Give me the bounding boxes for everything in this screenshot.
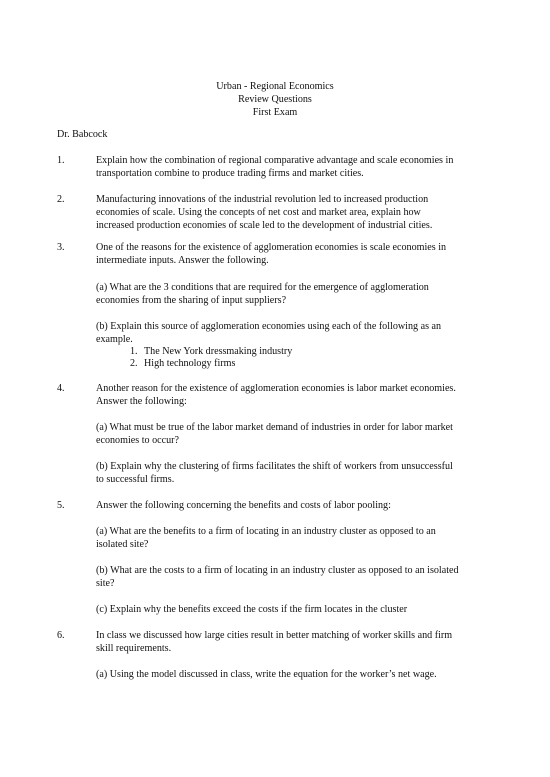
exam-line: First Exam xyxy=(252,107,298,118)
text-line: to successful firms. xyxy=(96,474,175,485)
author: Dr. Babcock xyxy=(57,129,108,140)
question-number: 3. xyxy=(57,242,65,253)
text-line: Explain how the combination of regional comparative advantage and scale economies in xyxy=(96,155,454,166)
question-4-part-a xyxy=(96,421,496,447)
text-line: Answer the following: xyxy=(96,396,187,407)
text-line: Answer the following concerning the benefits and costs of labor pooling: xyxy=(96,500,391,511)
question-3-part-a xyxy=(96,281,496,307)
question-text xyxy=(96,154,536,180)
list-number: 1. xyxy=(130,346,138,357)
question-number: 6. xyxy=(57,630,65,641)
text-line: (a) What are the 3 conditions that are required for the emergence of agglomeration xyxy=(96,282,429,293)
text-line: economies to occur? xyxy=(96,435,179,446)
text-line: Manufacturing innovations of the industrial revolution led to increased production xyxy=(96,194,429,205)
title-line: Urban - Regional Economics xyxy=(216,81,334,92)
question-text xyxy=(96,629,536,655)
text-line: isolated site? xyxy=(96,539,149,550)
text-line: (b) Explain this source of agglomeration economies using each of the following as an xyxy=(96,321,442,332)
text-line: Another reason for the existence of agglomeration economies is labor market economies. xyxy=(96,383,456,394)
question-number: 5. xyxy=(57,500,65,511)
text-line: intermediate inputs. Answer the following. xyxy=(96,255,269,266)
list-text: High technology firms xyxy=(144,358,236,369)
question-5-part-a xyxy=(96,525,496,551)
document-title xyxy=(0,80,550,119)
text-line: One of the reasons for the existence of agglomeration economies is scale economies in xyxy=(96,242,447,253)
list-text: The New York dressmaking industry xyxy=(144,346,293,357)
text-line: economies of scale. Using the concepts of net cost and market area, explain how xyxy=(96,207,421,218)
text-line: (a) What must be true of the labor market demand of industries in order for labor market xyxy=(96,422,453,433)
question-text xyxy=(96,382,536,408)
text-line: In class we discussed how large cities result in better matching of worker skills and firm xyxy=(96,630,453,641)
text-line: (b) Explain why the clustering of firms facilitates the shift of workers from unsuccessful xyxy=(96,461,453,472)
question-number: 1. xyxy=(57,155,65,166)
question-text xyxy=(96,241,536,267)
question-6-part-a xyxy=(96,668,496,681)
text-line: skill requirements. xyxy=(96,643,172,654)
text-line: (a) What are the benefits to a firm of locating in an industry cluster as opposed to an xyxy=(96,526,436,537)
question-5-part-b xyxy=(96,564,496,590)
text-line: example. xyxy=(96,334,133,345)
list-item xyxy=(130,357,235,370)
question-4-part-b xyxy=(96,460,496,486)
text-line: increased production economies of scale led to the development of industrial cities. xyxy=(96,220,433,231)
text-line: (c) Explain why the benefits exceed the costs if the firm locates in the cluster xyxy=(96,604,408,615)
text-line: (b) What are the costs to a firm of locating in an industry cluster as opposed to an isolated xyxy=(96,565,459,576)
question-5-part-c xyxy=(96,603,496,616)
text-line: (a) Using the model discussed in class, write the equation for the worker’s net wage. xyxy=(96,669,437,680)
text-line: transportation combine to produce trading firms and market cities. xyxy=(96,168,364,179)
question-number: 4. xyxy=(57,383,65,394)
question-text xyxy=(96,499,536,512)
question-number: 2. xyxy=(57,194,65,205)
question-text xyxy=(96,193,536,232)
question-3-part-b xyxy=(96,320,496,346)
text-line: economies from the sharing of input suppliers? xyxy=(96,295,287,306)
subtitle-line: Review Questions xyxy=(238,94,312,105)
text-line: site? xyxy=(96,578,115,589)
list-number: 2. xyxy=(130,358,138,369)
